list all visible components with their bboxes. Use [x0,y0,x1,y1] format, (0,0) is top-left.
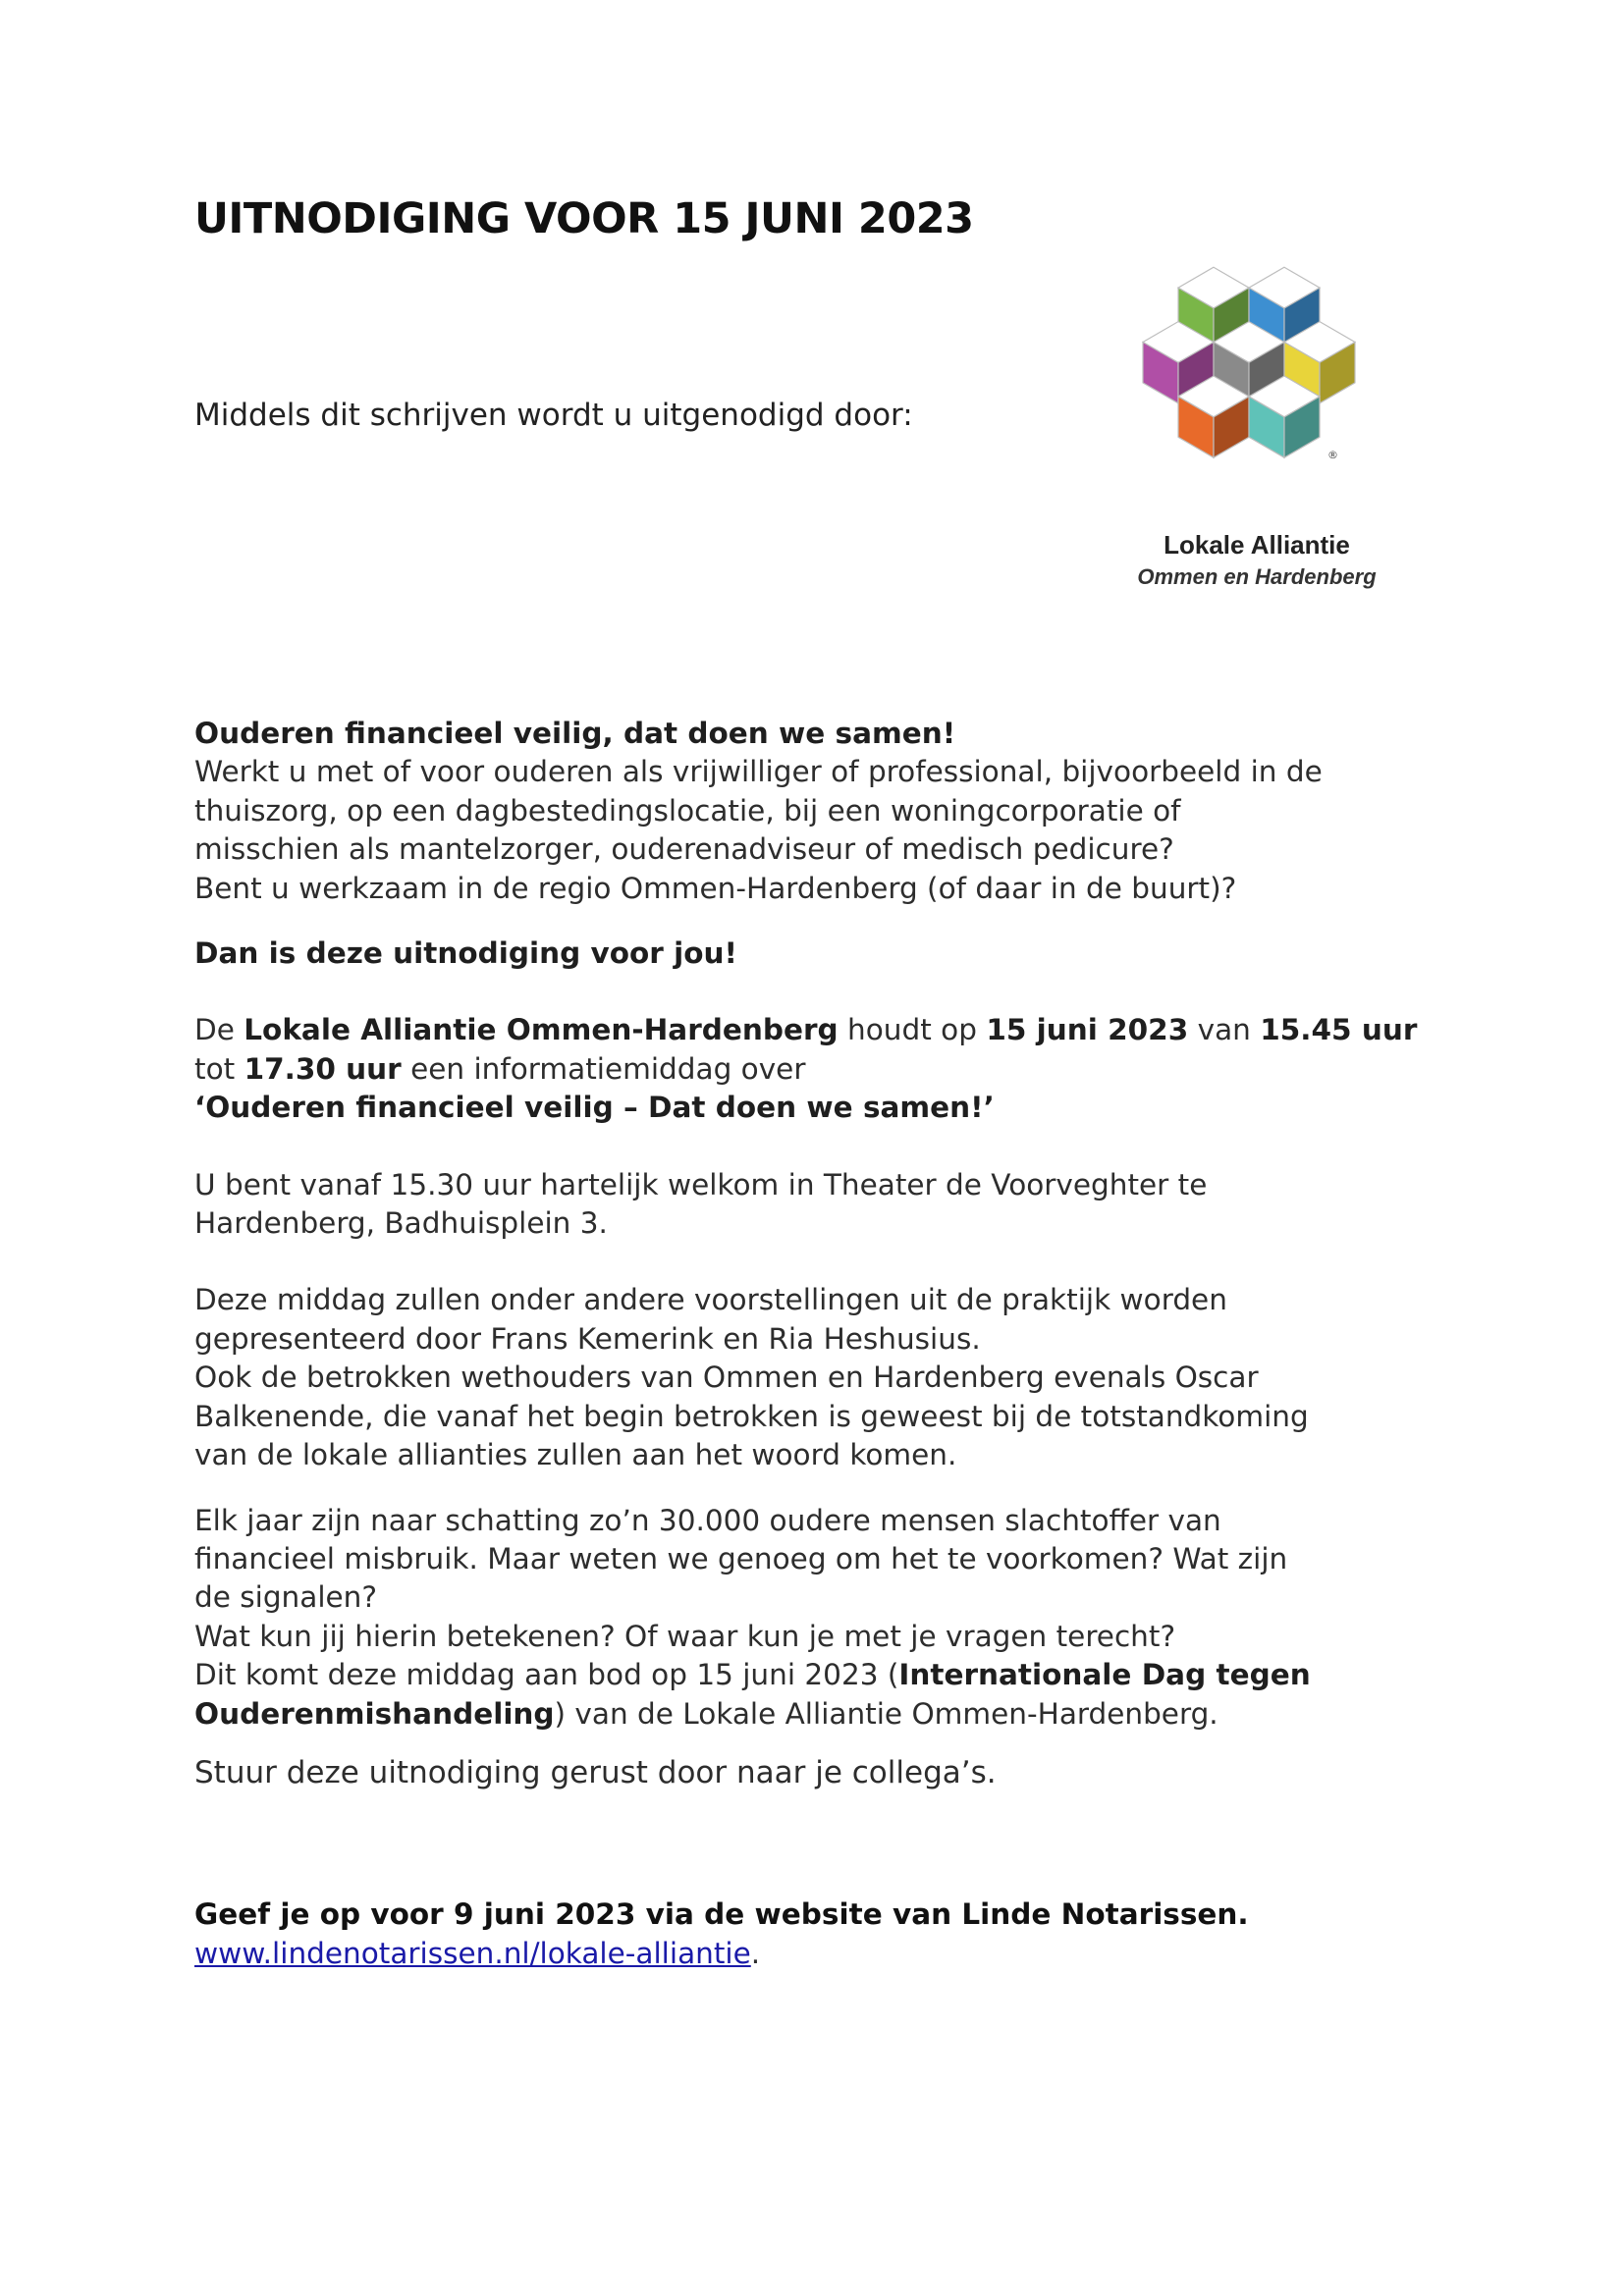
signup-link[interactable]: www.lindenotarissen.nl/lokale-alliantie [194,1936,751,1970]
program-paragraph: Deze middag zullen onder andere voorstellingen uit de praktijk worden gepresenteerd door Frans Kemerink en Ria Heshusius. Ook de betrokken wethouders van Ommen en Hardenberg evenals Oscar Balkenende, die vanaf het begin betrokken is geweest bij de totstandkoming van de lokale allianties zullen aan het woord komen. [194,1283,1309,1472]
text-line: Bent u werkzaam in de regio Ommen-Hardenberg (of daar in de buurt)? [194,871,1237,905]
section-heading: Ouderen financieel veilig, dat doen we samen! [194,717,956,750]
letter-body [194,715,1461,1973]
logo-subtitle: Ommen en Hardenberg [1137,564,1377,589]
event-title-quote: ‘Ouderen financieel veilig – Dat doen we samen!’ [194,1091,995,1125]
signup-instruction: Geef je op voor 9 juni 2023 via de website van Linde Notarissen. [194,1897,1249,1932]
event-paragraph: De Lokale Alliantie Ommen-Hardenberg houdt op 15 juni 2023 van 15.45 uur tot 17.30 uur een informatiemiddag over ‘Ouderen financieel veilig – Dat doen we samen!’ [194,1013,1418,1125]
intro-text: Middels dit schrijven wordt u uitgenodigd door: [194,398,913,433]
text-line: misschien als mantelzorger, ouderenadviseur of medisch pedicure? [194,832,1174,867]
text-line: Werkt u met of voor ouderen als vrijwilliger of professional, bijvoorbeeld in de [194,755,1323,789]
abuse-paragraph: Elk jaar zijn naar schatting zo’n 30.000 oudere mensen slachtoffer van financieel misbruik. Maar weten we genoeg om het te voorkomen? Wat zijn de signalen? Wat kun jij hierin betekenen? Of waar kun je met je vragen terecht? Dit komt deze middag aan bod op 15 juni 2023 (Internationale Dag tegen Ouderenmishandeling) van de Lokale Alliantie Ommen-Hardenberg. [194,1503,1311,1731]
forward-note: Stuur deze uitnodiging gerust door naar je collega’s. [194,1754,997,1790]
welcome-paragraph: U bent vanaf 15.30 uur hartelijk welkom in Theater de Voorveghter te Hardenberg, Badhuisplein 3. [194,1167,1208,1241]
logo-name: Lokale Alliantie [1164,530,1350,560]
invite-heading: Dan is deze uitnodiging voor jou! [194,936,737,971]
signup-link-line: www.lindenotarissen.nl/lokale-alliantie. [194,1936,761,1970]
audience-paragraph [194,753,1461,908]
text-line: thuiszorg, op een dagbestedingslocatie, bij een woningcorporatie of [194,793,1181,828]
lokale-alliantie-logo [1090,257,1424,611]
cube-logo-icon [1131,257,1367,522]
page-title: UITNODIGING VOOR 15 JUNI 2023 [194,194,974,243]
registered-mark: ® [1327,448,1338,461]
